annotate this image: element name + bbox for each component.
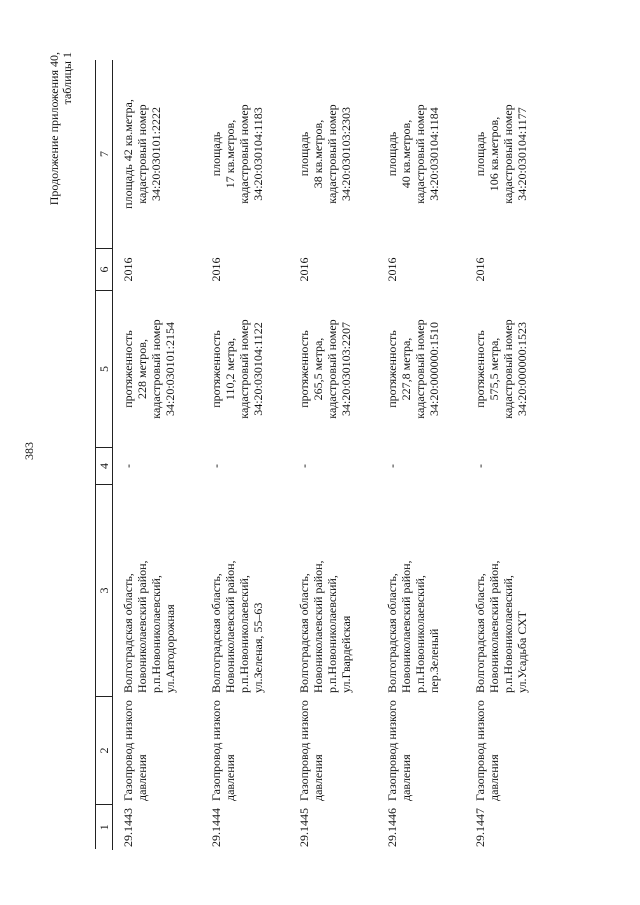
object-length <box>289 291 377 448</box>
address-line: Новониколаевский район, <box>399 560 413 693</box>
object-length <box>465 291 553 448</box>
table-row <box>201 60 289 850</box>
object-area <box>201 60 289 249</box>
address-line: Волгоградская область, <box>121 573 135 693</box>
address-line: Волгоградская область, <box>297 573 311 693</box>
length-line: протяженность <box>385 330 399 408</box>
area-line: 34:20:030104:1183 <box>251 107 265 201</box>
object-name-line: давления <box>311 754 325 801</box>
area-line: 38 кв.метров, <box>311 119 325 189</box>
row-number: 29.1445 <box>297 808 311 847</box>
object-address <box>113 485 202 697</box>
length-line: 34:20:030101:2154 <box>163 322 177 417</box>
object-area <box>289 60 377 249</box>
area-line: кадастровый номер <box>501 104 515 204</box>
address-line: Новониколаевский район, <box>487 560 501 693</box>
object-name-line: Газопровод низкого <box>121 700 135 801</box>
object-name-line: давления <box>135 754 149 801</box>
header-col-7: 7 <box>96 60 113 249</box>
address-line: пер.Зеленый <box>427 628 441 693</box>
object-length <box>113 291 202 448</box>
length-line: кадастровый номер <box>237 319 251 419</box>
area-line: 34:20:030104:1177 <box>515 107 529 201</box>
object-length <box>201 291 289 448</box>
object-name-line: давления <box>487 754 501 801</box>
length-line: 227,8 метра, <box>399 337 413 401</box>
table-row <box>465 60 553 850</box>
area-line: 17 кв.метров, <box>223 119 237 189</box>
table-row <box>377 60 465 850</box>
page-number <box>22 442 37 460</box>
object-name-line: Газопровод низкого <box>297 700 311 801</box>
row-number: 29.1444 <box>209 808 223 847</box>
length-line: протяженность <box>209 330 223 408</box>
length-line: кадастровый номер <box>149 319 163 419</box>
object-year: 2016 <box>121 257 135 282</box>
address-line: р.п.Новониколаевский, <box>149 575 163 693</box>
header-col-6: 6 <box>96 249 113 291</box>
object-name-line: Газопровод низкого <box>473 700 487 801</box>
header-col-5: 5 <box>96 291 113 448</box>
table-row <box>289 60 377 850</box>
length-line: кадастровый номер <box>501 319 515 419</box>
area-line: кадастровый номер <box>325 104 339 204</box>
length-line: 34:20:000000:1510 <box>427 322 441 417</box>
object-address <box>289 485 377 697</box>
length-line: 34:20:000000:1523 <box>515 322 529 417</box>
address-line: Волгоградская область, <box>385 573 399 693</box>
area-line: кадастровый номер <box>237 104 251 204</box>
area-line: площадь <box>473 131 487 177</box>
address-line: ул.Гвардейская <box>339 615 353 693</box>
length-line: 34:20:030104:1122 <box>251 322 265 416</box>
header-row <box>96 60 113 850</box>
length-line: протяженность <box>121 330 135 408</box>
length-line: 34:20:030103:2207 <box>339 322 353 417</box>
address-line: р.п.Новониколаевский, <box>325 575 339 693</box>
row-number: 29.1446 <box>385 808 399 847</box>
object-name-line: Газопровод низкого <box>385 700 399 801</box>
area-line: площадь <box>209 131 223 177</box>
objects-table <box>95 60 553 850</box>
object-address <box>201 485 289 697</box>
address-line: Новониколаевский район, <box>223 560 237 693</box>
object-name <box>377 697 465 805</box>
object-year: 2016 <box>209 257 223 282</box>
col4-value: - <box>473 464 487 468</box>
object-name <box>201 697 289 805</box>
object-name <box>289 697 377 805</box>
length-line: протяженность <box>473 330 487 408</box>
header-col-1: 1 <box>96 805 113 850</box>
address-line: Новониколаевский район, <box>311 560 325 693</box>
object-address <box>465 485 553 697</box>
header-col-3: 3 <box>96 485 113 697</box>
col4-value: - <box>385 464 399 468</box>
object-year: 2016 <box>385 257 399 282</box>
appendix-table <box>95 60 575 850</box>
object-year: 2016 <box>297 257 311 282</box>
length-line: 265,5 метра, <box>311 337 325 401</box>
object-name-line: давления <box>223 754 237 801</box>
area-line: кадастровый номер <box>413 104 427 204</box>
area-line: площадь <box>385 131 399 177</box>
address-line: ул.Усадьба СХТ <box>515 610 529 693</box>
continuation-line-1: Продолжение приложения 40, <box>47 52 61 206</box>
address-line: ул.Автодорожная <box>163 604 177 693</box>
object-area <box>377 60 465 249</box>
col4-value: - <box>297 464 311 468</box>
area-line: 34:20:030103:2303 <box>339 107 353 202</box>
header-col-4: 4 <box>96 448 113 485</box>
length-line: 575,5 метра, <box>487 337 501 401</box>
address-line: р.п.Новониколаевский, <box>501 575 515 693</box>
area-line: 34:20:030104:1184 <box>427 107 441 201</box>
table-row <box>113 60 202 850</box>
object-name <box>113 697 202 805</box>
area-line: 34:20:030101:2222 <box>149 107 163 202</box>
area-line: площадь 42 кв.метра, <box>121 99 135 209</box>
page-number-text: 383 <box>22 442 36 460</box>
continuation-note <box>48 52 74 252</box>
object-name-line: давления <box>399 754 413 801</box>
object-year: 2016 <box>473 257 487 282</box>
address-line: ул.Зеленая, 55–63 <box>251 602 265 693</box>
header-col-2: 2 <box>96 697 113 805</box>
area-line: 40 кв.метров, <box>399 119 413 189</box>
address-line: р.п.Новониколаевский, <box>237 575 251 693</box>
object-name <box>465 697 553 805</box>
length-line: 110,2 метра, <box>223 337 237 401</box>
address-line: р.п.Новониколаевский, <box>413 575 427 693</box>
object-length <box>377 291 465 448</box>
length-line: протяженность <box>297 330 311 408</box>
continuation-line-2: таблицы 1 <box>60 52 74 105</box>
length-line: кадастровый номер <box>413 319 427 419</box>
length-line: кадастровый номер <box>325 319 339 419</box>
object-area <box>113 60 202 249</box>
col4-value: - <box>209 464 223 468</box>
address-line: Волгоградская область, <box>209 573 223 693</box>
object-address <box>377 485 465 697</box>
object-area <box>465 60 553 249</box>
area-line: 106 кв.метров, <box>487 116 501 192</box>
address-line: Волгоградская область, <box>473 573 487 693</box>
area-line: площадь <box>297 131 311 177</box>
col4-value: - <box>121 464 135 468</box>
area-line: кадастровый номер <box>135 104 149 204</box>
row-number: 29.1447 <box>473 808 487 847</box>
row-number: 29.1443 <box>121 808 135 847</box>
object-name-line: Газопровод низкого <box>209 700 223 801</box>
address-line: Новониколаевский район, <box>135 560 149 693</box>
length-line: 228 метров, <box>135 339 149 399</box>
